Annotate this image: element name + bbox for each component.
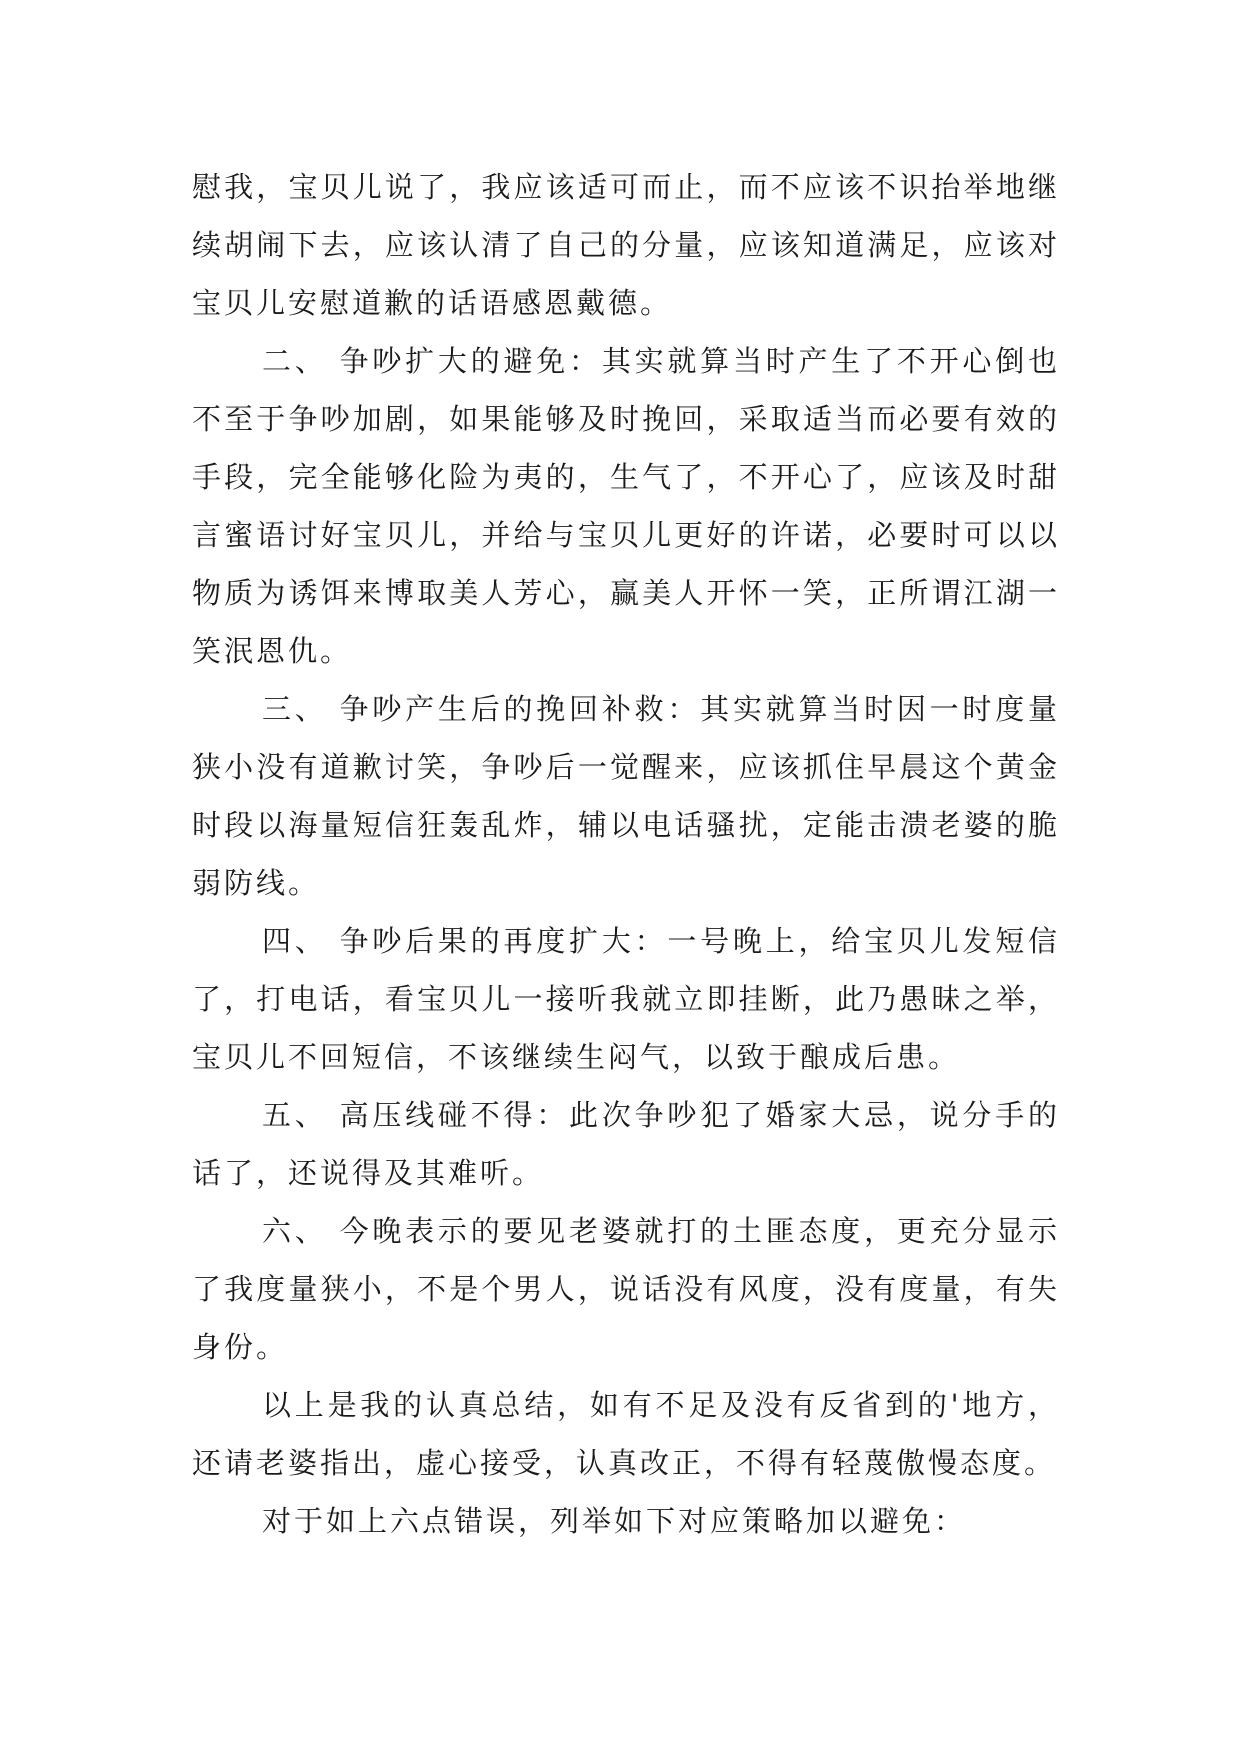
paragraph-text: 对于如上六点错误，列举如下对应策略加以避免： [262,1504,967,1538]
paragraph-text: 争吵扩大的避免：其实就算当时产生了不开心倒也不至于争吵加剧，如果能够及时挽回，采取适当而必要有效的手段，完全能够化险为夷的，生气了，不开心了，应该及时甜言蜜语讨好宝贝儿，并给与宝贝儿更好的许诺，必要时可以以物质为诱饵来博取美人芳心，赢美人开怀一笑，正所谓江湖一笑泯恩仇。 [192,344,1060,668]
paragraph-number: 三、 [262,692,328,726]
paragraph-4 [192,912,1060,1086]
paragraph-5 [192,1086,1060,1202]
paragraph-number: 二、 [262,344,328,378]
paragraph-text: 以上是我的认真总结，如有不足及没有反省到的'地方，还请老婆指出，虚心接受，认真改正，不得有轻蔑傲慢态度。 [192,1388,1060,1480]
paragraph-text: 慰我，宝贝儿说了，我应该适可而止，而不应该不识抬举地继续胡闹下去，应该认清了自己的分量，应该知道满足，应该对宝贝儿安慰道歉的话语感恩戴德。 [192,170,1060,320]
paragraph-text: 争吵后果的再度扩大：一号晚上，给宝贝儿发短信了，打电话，看宝贝儿一接听我就立即挂断，此乃愚昧之举，宝贝儿不回短信，不该继续生闷气，以致于酿成后患。 [192,924,1060,1074]
paragraph-3 [192,680,1060,912]
paragraph-text: 今晚表示的要见老婆就打的土匪态度，更充分显示了我度量狭小，不是个男人，说话没有风度，没有度量，有失身份。 [192,1214,1060,1364]
paragraph-2 [192,332,1060,680]
paragraph-1 [192,158,1060,332]
paragraph-number: 五、 [262,1098,328,1132]
paragraph-7 [192,1376,1060,1492]
paragraph-number: 六、 [262,1214,328,1248]
paragraph-8 [192,1492,1060,1550]
paragraph-text: 高压线碰不得：此次争吵犯了婚家大忌，说分手的话了，还说得及其难听。 [192,1098,1060,1190]
paragraph-6 [192,1202,1060,1376]
paragraph-text: 争吵产生后的挽回补救：其实就算当时因一时度量狭小没有道歉讨笑，争吵后一觉醒来，应该抓住早晨这个黄金时段以海量短信狂轰乱炸，辅以电话骚扰，定能击溃老婆的脆弱防线。 [192,692,1060,900]
paragraph-number: 四、 [262,924,328,958]
document-body [192,158,1060,1550]
